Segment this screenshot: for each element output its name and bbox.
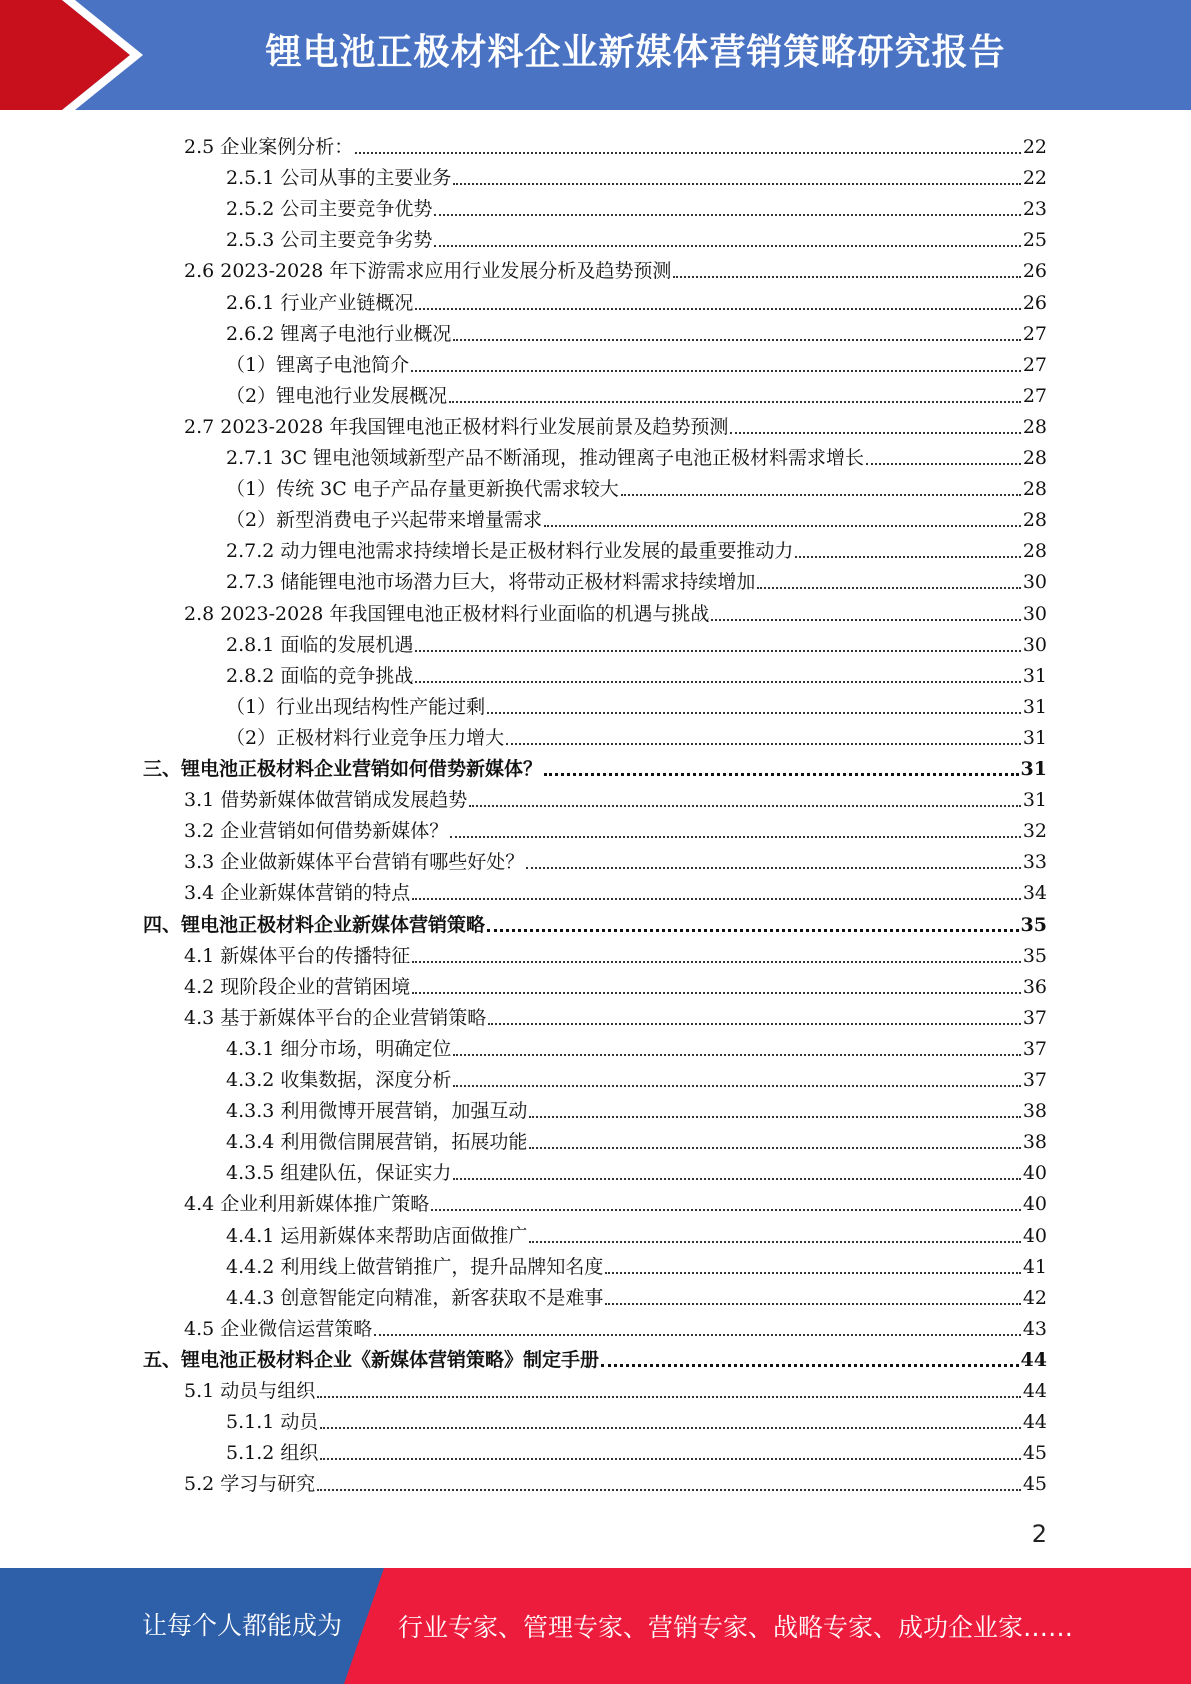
toc-entry-title: 2.7.1 3C 锂电池领域新型产品不断涌现，推动锂离子电池正极材料需求增长 bbox=[226, 447, 865, 469]
toc-entry-title: 5.2 学习与研究 bbox=[184, 1473, 316, 1496]
toc-entry[interactable] bbox=[184, 1310, 1047, 1341]
toc-entry-title: 4.5 企业微信运营策略 bbox=[184, 1317, 373, 1340]
toc-dot-leader bbox=[795, 555, 1020, 558]
toc-entry-page: 36 bbox=[1022, 975, 1047, 998]
toc-entry-title: （1）锂离子电池简介 bbox=[226, 353, 410, 376]
toc-entry-title: 2.6.1 行业产业链概况 bbox=[226, 291, 414, 314]
toc-entry-page: 30 bbox=[1022, 571, 1047, 594]
toc-entry-title: 4.1 新媒体平台的传播特征 bbox=[184, 944, 411, 967]
toc-entry-page: 27 bbox=[1022, 353, 1047, 376]
toc-entry-page: 44 bbox=[1022, 1411, 1047, 1434]
toc-entry-page: 23 bbox=[1022, 198, 1047, 221]
toc-entry-title: 4.4.3 创意智能定向精准，新客获取不是难事 bbox=[226, 1286, 604, 1309]
toc-entry[interactable] bbox=[226, 1434, 1047, 1465]
toc-dot-leader bbox=[412, 897, 1021, 900]
page-number: 2 bbox=[1031, 1520, 1047, 1548]
toc-dot-leader bbox=[757, 586, 1020, 589]
toc-entry[interactable] bbox=[184, 812, 1047, 843]
toc-entry[interactable] bbox=[184, 843, 1047, 874]
toc-entry-title: 4.3.4 利用微信開展营销，拓展功能 bbox=[226, 1131, 528, 1154]
toc-entry-page: 32 bbox=[1022, 820, 1047, 843]
toc-dot-leader bbox=[320, 1426, 1020, 1429]
toc-dot-leader bbox=[453, 1053, 1020, 1056]
toc-dot-leader bbox=[487, 711, 1021, 714]
toc-dot-leader bbox=[506, 742, 1021, 745]
toc-entry-page: 33 bbox=[1022, 851, 1047, 874]
toc-dot-leader bbox=[529, 1240, 1020, 1243]
toc-entry[interactable] bbox=[226, 563, 1047, 594]
toc-entry-title: 3.3 企业做新媒体平台营销有哪些好处？ bbox=[184, 851, 525, 874]
toc-entry[interactable] bbox=[226, 719, 1047, 750]
footer-slogan-left: 让每个人都能成为 bbox=[142, 1611, 343, 1640]
toc-entry-page: 27 bbox=[1022, 322, 1047, 345]
toc-entry-title: 2.6.2 锂离子电池行业概况 bbox=[226, 322, 452, 345]
toc-entry-page: 31 bbox=[1022, 664, 1047, 687]
toc-entry-page: 28 bbox=[1022, 540, 1047, 563]
toc-entry-page: 26 bbox=[1022, 291, 1047, 314]
toc-entry[interactable] bbox=[226, 315, 1047, 346]
toc-dot-leader bbox=[866, 462, 1021, 465]
toc-entry-page: 44 bbox=[1020, 1348, 1047, 1371]
toc-entry-title: 2.5.1 公司从事的主要业务 bbox=[226, 167, 452, 190]
toc-entry-title: 4.2 现阶段企业的营销困境 bbox=[184, 975, 411, 998]
toc-entry-page: 43 bbox=[1022, 1317, 1047, 1340]
toc-entry[interactable] bbox=[226, 501, 1047, 532]
toc-entry-title: 2.8 2023-2028 年我国锂电池正极材料行业面临的机遇与挑战 bbox=[184, 602, 710, 625]
toc-entry-page: 27 bbox=[1022, 384, 1047, 407]
toc-dot-leader bbox=[317, 1488, 1021, 1491]
toc-entry-page: 42 bbox=[1022, 1286, 1047, 1309]
toc-entry-page: 30 bbox=[1022, 633, 1047, 656]
toc-entry-page: 25 bbox=[1022, 229, 1047, 252]
toc-entry[interactable] bbox=[226, 1217, 1047, 1248]
toc-entry[interactable] bbox=[226, 377, 1047, 408]
toc-entry-page: 28 bbox=[1022, 478, 1047, 501]
toc-entry-title: 4.4.2 利用线上做营销推广，提升品牌知名度 bbox=[226, 1255, 604, 1278]
toc-dot-leader bbox=[450, 835, 1021, 838]
toc-entry-title: 2.7.3 储能锂电池市场潜力巨大，将带动正极材料需求持续增加 bbox=[226, 571, 756, 594]
toc-entry[interactable] bbox=[226, 439, 1047, 470]
toc-entry[interactable] bbox=[226, 1092, 1047, 1123]
toc-entry-title: 2.7 2023-2028 年我国锂电池正极材料行业发展前景及趋势预测 bbox=[184, 415, 729, 438]
toc-dot-leader bbox=[601, 1363, 1019, 1367]
toc-entry-page: 35 bbox=[1022, 944, 1047, 967]
toc-entry-page: 45 bbox=[1022, 1442, 1047, 1465]
toc-entry-page: 28 bbox=[1022, 509, 1047, 532]
toc-dot-leader bbox=[374, 1333, 1021, 1336]
toc-entry[interactable] bbox=[184, 874, 1047, 905]
toc-dot-leader bbox=[529, 1115, 1020, 1118]
toc-entry[interactable] bbox=[226, 190, 1047, 221]
toc-entry[interactable] bbox=[226, 1403, 1047, 1434]
toc-dot-leader bbox=[415, 680, 1020, 683]
toc-entry-title: 2.7.2 动力锂电池需求持续增长是正极材料行业发展的最重要推动力 bbox=[226, 540, 794, 563]
toc-entry-page: 37 bbox=[1022, 1069, 1047, 1091]
toc-entry-title: 3.4 企业新媒体营销的特点 bbox=[184, 882, 411, 905]
page-header bbox=[0, 0, 1191, 110]
toc-entry-page: 22 bbox=[1022, 167, 1047, 190]
toc-entry[interactable] bbox=[226, 1279, 1047, 1310]
toc-entry[interactable] bbox=[184, 937, 1047, 968]
toc-entry[interactable] bbox=[184, 781, 1047, 812]
toc-entry[interactable] bbox=[184, 595, 1047, 626]
toc-entry[interactable] bbox=[184, 408, 1047, 439]
toc-entry[interactable] bbox=[143, 906, 1047, 937]
toc-dot-leader bbox=[415, 307, 1020, 310]
toc-dot-leader bbox=[526, 866, 1021, 869]
toc-entry[interactable] bbox=[226, 221, 1047, 252]
toc-dot-leader bbox=[434, 244, 1020, 247]
toc-entry-title: 5.1 动员与组织 bbox=[184, 1380, 316, 1402]
page-footer bbox=[0, 1568, 1191, 1684]
toc-dot-leader bbox=[415, 649, 1020, 652]
toc-dot-leader bbox=[453, 182, 1020, 185]
toc-entry[interactable] bbox=[184, 999, 1047, 1030]
toc-dot-leader bbox=[605, 1302, 1020, 1305]
toc-entry-page: 22 bbox=[1022, 136, 1047, 158]
toc-entry-title: 4.3.3 利用微博开展营销，加强互动 bbox=[226, 1100, 528, 1123]
toc-entry-page: 31 bbox=[1022, 789, 1047, 812]
toc-entry-title: 5.1.2 组织 bbox=[226, 1442, 319, 1465]
toc-entry[interactable] bbox=[184, 968, 1047, 999]
toc-entry-page: 37 bbox=[1022, 1006, 1047, 1029]
toc-entry-page: 44 bbox=[1022, 1380, 1047, 1402]
toc-entry-page: 38 bbox=[1022, 1131, 1047, 1154]
toc-entry[interactable] bbox=[226, 657, 1047, 688]
toc-dot-leader bbox=[449, 400, 1021, 403]
toc-dot-leader bbox=[434, 213, 1020, 216]
toc-entry-title: 4.3.5 组建队伍，保证实力 bbox=[226, 1162, 452, 1185]
toc-dot-leader bbox=[605, 1271, 1020, 1274]
toc-entry-page: 35 bbox=[1020, 913, 1047, 936]
toc-entry-title: 三、锂电池正极材料企业营销如何借势新媒体？ bbox=[143, 758, 543, 780]
toc-entry[interactable] bbox=[226, 688, 1047, 719]
toc-entry[interactable] bbox=[184, 128, 1047, 159]
toc-entry-page: 41 bbox=[1022, 1255, 1047, 1278]
toc-entry-title: 4.4.1 运用新媒体来帮助店面做推广 bbox=[226, 1224, 528, 1247]
toc-entry-page: 30 bbox=[1022, 602, 1047, 625]
toc-entry[interactable] bbox=[184, 1372, 1047, 1403]
toc-entry-page: 40 bbox=[1022, 1193, 1047, 1216]
toc-dot-leader bbox=[529, 1146, 1020, 1149]
toc-entry-page: 28 bbox=[1022, 447, 1047, 469]
toc-entry[interactable] bbox=[184, 252, 1047, 283]
toc-dot-leader bbox=[487, 928, 1019, 932]
toc-dot-leader bbox=[453, 338, 1020, 341]
toc-entry-page: 31 bbox=[1022, 695, 1047, 718]
toc-dot-leader bbox=[320, 1457, 1020, 1460]
toc-entry-title: 3.1 借势新媒体做营销成发展趋势 bbox=[184, 789, 468, 812]
toc-entry-page: 31 bbox=[1022, 726, 1047, 749]
toc-entry-page: 45 bbox=[1022, 1473, 1047, 1496]
toc-entry-page: 28 bbox=[1022, 415, 1047, 438]
toc-entry[interactable] bbox=[143, 1341, 1047, 1372]
toc-entry-title: （2）新型消费电子兴起带来增量需求 bbox=[226, 509, 543, 532]
toc-entry-title: 4.3.1 细分市场，明确定位 bbox=[226, 1037, 452, 1060]
toc-dot-leader bbox=[730, 431, 1020, 434]
toc-entry-title: （2）锂电池行业发展概况 bbox=[226, 384, 448, 407]
toc-dot-leader bbox=[621, 493, 1021, 496]
toc-entry[interactable] bbox=[226, 1061, 1047, 1092]
toc-dot-leader bbox=[412, 991, 1021, 994]
toc-dot-leader bbox=[317, 1395, 1021, 1398]
toc-entry-page: 34 bbox=[1022, 882, 1047, 905]
toc-entry-title: 2.6 2023-2028 年下游需求应用行业发展分析及趋势预测 bbox=[184, 260, 672, 283]
toc-entry[interactable] bbox=[226, 1030, 1047, 1061]
toc-entry[interactable] bbox=[226, 1123, 1047, 1154]
toc-entry-title: 2.8.2 面临的竞争挑战 bbox=[226, 664, 414, 687]
toc-dot-leader bbox=[673, 275, 1020, 278]
toc-entry[interactable] bbox=[226, 346, 1047, 377]
toc-dot-leader bbox=[488, 1022, 1021, 1025]
toc-entry-title: 5.1.1 动员 bbox=[226, 1411, 319, 1434]
toc-entry-title: 2.5.3 公司主要竞争劣势 bbox=[226, 229, 433, 252]
toc-entry[interactable] bbox=[226, 284, 1047, 315]
toc-entry-page: 37 bbox=[1022, 1037, 1047, 1060]
toc-entry-title: 2.5.2 公司主要竞争优势 bbox=[226, 198, 433, 221]
toc-entry-title: （1）传统 3C 电子产品存量更新换代需求较大 bbox=[226, 478, 619, 501]
toc-entry-title: （1）行业出现结构性产能过剩 bbox=[226, 695, 486, 718]
toc-entry-page: 31 bbox=[1020, 758, 1047, 780]
toc-entry-title: 4.4 企业利用新媒体推广策略 bbox=[184, 1193, 430, 1216]
toc-entry[interactable] bbox=[226, 1248, 1047, 1279]
toc-entry-title: 2.8.1 面临的发展机遇 bbox=[226, 633, 414, 656]
toc-entry-title: （2）正极材料行业竞争压力增大 bbox=[226, 726, 505, 749]
toc-entry-page: 38 bbox=[1022, 1100, 1047, 1123]
toc-entry-title: 四、锂电池正极材料企业新媒体营销策略 bbox=[143, 913, 486, 936]
toc-entry[interactable] bbox=[226, 159, 1047, 190]
toc-entry-page: 26 bbox=[1022, 260, 1047, 283]
toc-entry-title: 4.3.2 收集数据，深度分析 bbox=[226, 1069, 452, 1091]
toc-entry[interactable] bbox=[226, 626, 1047, 657]
toc-dot-leader bbox=[544, 524, 1021, 527]
toc-dot-leader bbox=[411, 369, 1021, 372]
toc-dot-leader bbox=[431, 1208, 1021, 1211]
toc-entry[interactable] bbox=[226, 470, 1047, 501]
toc-dot-leader bbox=[453, 1177, 1020, 1180]
toc-dot-leader bbox=[544, 772, 1019, 776]
footer-slogan-right: 行业专家、管理专家、营销专家、战略专家、成功企业家…… bbox=[398, 1613, 1074, 1642]
toc-entry[interactable] bbox=[226, 532, 1047, 563]
toc-entry-page: 40 bbox=[1022, 1162, 1047, 1185]
toc-dot-leader bbox=[469, 804, 1021, 807]
toc-entry[interactable] bbox=[184, 1465, 1047, 1496]
toc-entry-page: 40 bbox=[1022, 1224, 1047, 1247]
toc-entry-title: 3.2 企业营销如何借势新媒体？ bbox=[184, 820, 449, 843]
toc-entry-title: 五、锂电池正极材料企业《新媒体营销策略》制定手册 bbox=[143, 1348, 600, 1371]
report-title: 锂电池正极材料企业新媒体营销策略研究报告 bbox=[265, 32, 1006, 73]
toc-dot-leader bbox=[355, 151, 1021, 154]
toc-entry[interactable] bbox=[184, 1185, 1047, 1216]
toc-entry-title: 4.3 基于新媒体平台的企业营销策略 bbox=[184, 1006, 487, 1029]
toc-dot-leader bbox=[412, 960, 1021, 963]
toc-entry[interactable] bbox=[226, 1154, 1047, 1185]
toc-entry-title: 2.5 企业案例分析： bbox=[184, 136, 354, 158]
toc-entry[interactable] bbox=[143, 750, 1047, 781]
toc-dot-leader bbox=[453, 1084, 1020, 1087]
toc-dot-leader bbox=[711, 618, 1020, 621]
